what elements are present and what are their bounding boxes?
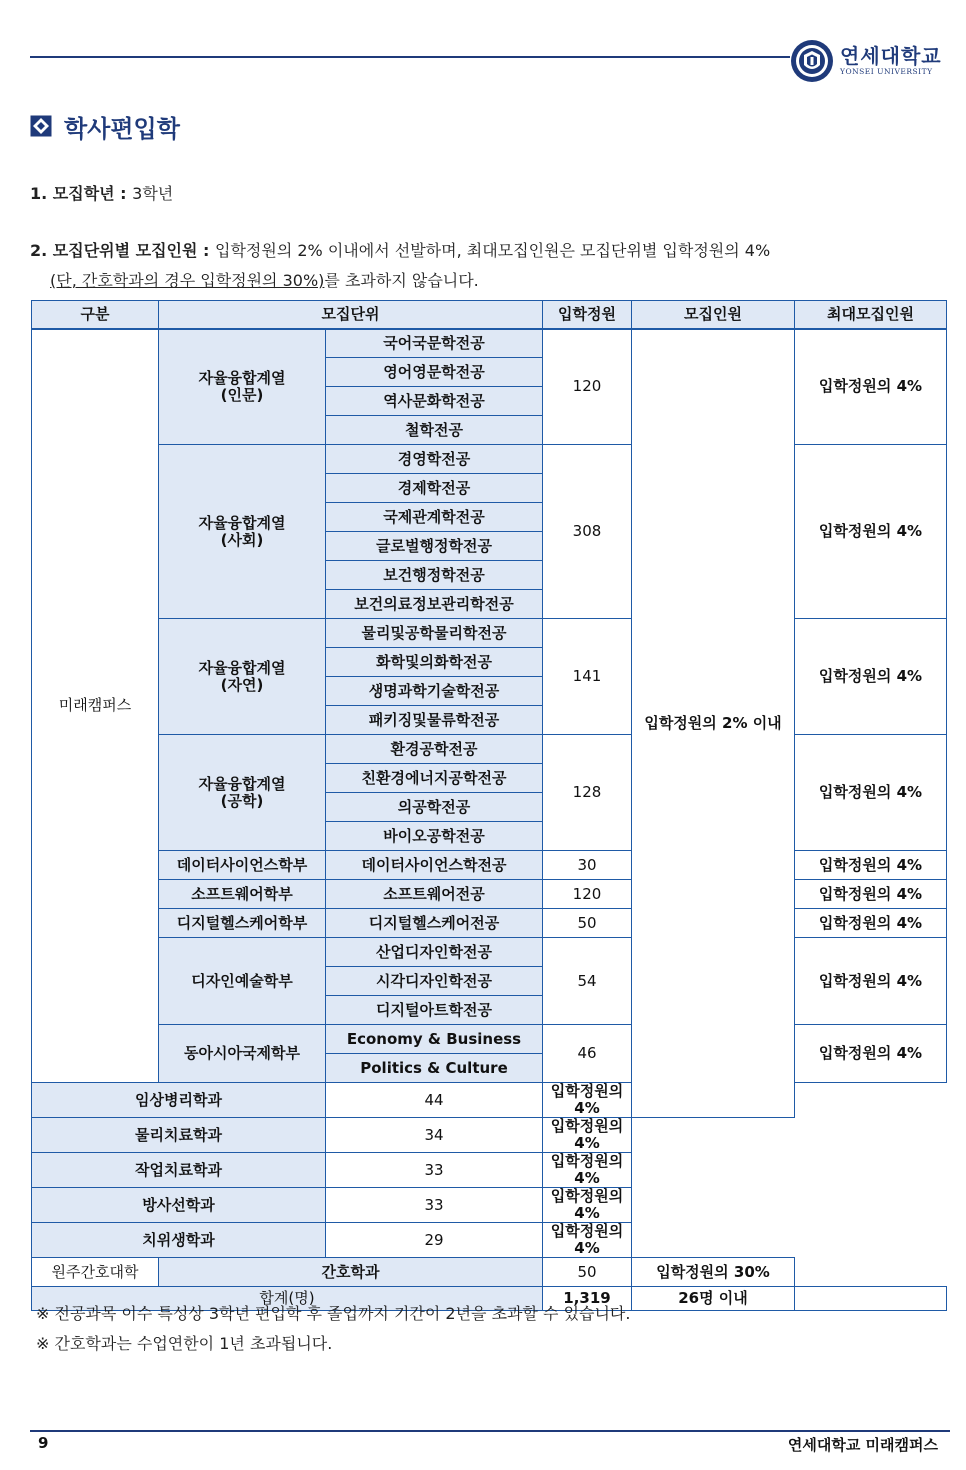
item2-label: 2. 모집단위별 모집인원 [30, 241, 198, 260]
major-cell: 환경공학전공 [326, 735, 543, 764]
major-cell: 경영학전공 [326, 445, 543, 474]
table-row [32, 1258, 947, 1287]
table-row [32, 880, 947, 909]
major-cell: 국제관계학전공 [326, 503, 543, 532]
section-title-text: 학사편입학 [64, 114, 180, 143]
section-title [30, 110, 180, 142]
footer-rule [30, 1430, 950, 1432]
max-cell: 입학정원의 4% [795, 1025, 947, 1083]
major-cell: 철학전공 [326, 416, 543, 445]
group-human [159, 329, 326, 445]
major-cell: 바이오공학전공 [326, 822, 543, 851]
group-eng [159, 735, 326, 851]
group-eng-name: 자율융합계열 [198, 774, 286, 793]
major-cell: 국어국문학전공 [326, 329, 543, 358]
major-cell: 경제학전공 [326, 474, 543, 503]
quota-cell: 120 [543, 329, 632, 445]
major-cell: 의공학전공 [326, 793, 543, 822]
max-cell: 입학정원의 4% [795, 909, 947, 938]
dept-cell: 간호학과 [159, 1258, 543, 1287]
university-logo [790, 38, 950, 84]
quota-cell: 34 [326, 1118, 543, 1153]
max-cell: 입학정원의 4% [543, 1083, 632, 1118]
quota-cell: 46 [543, 1025, 632, 1083]
major-cell: 역사문화학전공 [326, 387, 543, 416]
table-row [32, 1083, 947, 1118]
table-row [32, 329, 947, 358]
quota-cell: 29 [326, 1223, 543, 1258]
group-human-name: 자율융합계열 [198, 368, 286, 387]
quota-cell: 33 [326, 1153, 543, 1188]
major-cell: 산업디자인학전공 [326, 938, 543, 967]
group-social-sub: (사회) [220, 530, 264, 549]
dept-cell: 치위생학과 [32, 1223, 326, 1258]
campus-main-cell: 미래캠퍼스 [32, 329, 159, 1083]
header-category: 구분 [32, 301, 159, 329]
recruit-all-cell: 입학정원의 2% 이내 [632, 329, 795, 1118]
item2-value: 입학정원의 2% 이내에서 선발하며, 최대모집인원은 모집단위별 입학정원의 4% [215, 241, 771, 260]
quota-cell: 30 [543, 851, 632, 880]
major-cell: 데이터사이언스학전공 [326, 851, 543, 880]
max-cell: 입학정원의 4% [795, 619, 947, 735]
quota-cell: 50 [543, 1258, 632, 1287]
max-cell: 입학정원의 4% [543, 1153, 632, 1188]
footer-campus: 연세대학교 미래캠퍼스 [787, 1436, 938, 1454]
max-cell: 입학정원의 4% [795, 938, 947, 1025]
group-social [159, 445, 326, 619]
dept-cell: 방사선학과 [32, 1188, 326, 1223]
quota-cell: 44 [326, 1083, 543, 1118]
item1-sep: : [114, 184, 133, 203]
max-cell: 입학정원의 4% [795, 851, 947, 880]
group-natural [159, 619, 326, 735]
logo-korean-name: 연세대학교 [840, 44, 942, 68]
major-cell: 소프트웨어전공 [326, 880, 543, 909]
table-row [32, 1188, 947, 1223]
header-unit: 모집단위 [159, 301, 543, 329]
group-human-sub: (인문) [220, 385, 264, 404]
group-social-name: 자율융합계열 [198, 513, 286, 532]
major-cell: 보건의료정보관리학전공 [326, 590, 543, 619]
item-recruit-count [30, 238, 770, 261]
dept-cell: 소프트웨어학부 [159, 880, 326, 909]
item2-sep: : [197, 241, 216, 260]
max-cell: 입학정원의 4% [543, 1223, 632, 1258]
max-cell: 입학정원의 30% [632, 1258, 795, 1287]
max-cell: 입학정원의 4% [543, 1188, 632, 1223]
page-number: 9 [38, 1434, 49, 1452]
dept-cell: 데이터사이언스학부 [159, 851, 326, 880]
table-row [32, 1153, 947, 1188]
item1-label: 1. 모집학년 [30, 184, 115, 203]
yonsei-seal-icon [790, 39, 834, 83]
major-cell: 시각디자인학전공 [326, 967, 543, 996]
max-cell: 입학정원의 4% [795, 445, 947, 619]
major-cell: 화학및의화학전공 [326, 648, 543, 677]
quota-cell: 50 [543, 909, 632, 938]
table-row [32, 1025, 947, 1054]
max-cell: 입학정원의 4% [543, 1118, 632, 1153]
item2-line2-rest: 를 초과하지 않습니다. [324, 271, 479, 290]
quota-cell: 33 [326, 1188, 543, 1223]
max-cell: 입학정원의 4% [795, 880, 947, 909]
table-row [32, 619, 947, 648]
item-recruit-year [30, 181, 173, 204]
table-row [32, 851, 947, 880]
major-cell: Economy & Business [326, 1025, 543, 1054]
diamond-bullet-icon [30, 115, 52, 137]
dept-cell: 물리치료학과 [32, 1118, 326, 1153]
quota-cell: 120 [543, 880, 632, 909]
max-cell: 입학정원의 4% [795, 329, 947, 445]
major-cell: Politics & Culture [326, 1054, 543, 1083]
header-recruit: 모집인원 [632, 301, 795, 329]
major-cell: 보건행정학전공 [326, 561, 543, 590]
major-cell: 디지털헬스케어전공 [326, 909, 543, 938]
dept-cell: 디지털헬스케어학부 [159, 909, 326, 938]
dept-cell: 작업치료학과 [32, 1153, 326, 1188]
item1-value: 3학년 [132, 184, 174, 203]
total-quota: 1,319 [543, 1287, 632, 1311]
item2-line2 [50, 268, 479, 291]
header-quota: 입학정원 [543, 301, 632, 329]
item2-underlined-note: (단, 간호학과의 경우 입학정원의 30%) [50, 271, 325, 290]
total-recruit: 26명 이내 [632, 1287, 795, 1311]
group-eng-sub: (공학) [220, 791, 264, 810]
table-row [32, 1223, 947, 1258]
major-cell: 생명과학기술학전공 [326, 677, 543, 706]
total-label: 합계(명) [32, 1287, 543, 1311]
group-natural-sub: (자연) [220, 675, 264, 694]
max-cell: 입학정원의 4% [795, 735, 947, 851]
major-cell: 글로벌행정학전공 [326, 532, 543, 561]
major-cell: 디지털아트학전공 [326, 996, 543, 1025]
table-row [32, 735, 947, 764]
table-row [32, 938, 947, 967]
group-design: 디자인예술학부 [159, 938, 326, 1025]
table-header-row [32, 301, 947, 329]
major-cell: 친환경에너지공학전공 [326, 764, 543, 793]
major-cell: 패키징및물류학전공 [326, 706, 543, 735]
header-max: 최대모집인원 [795, 301, 947, 329]
table-row [32, 1118, 947, 1153]
group-natural-name: 자율융합계열 [198, 658, 286, 677]
header-rule [30, 56, 790, 58]
note-period: ※ 전공과목 이수 특성상 3학년 편입학 후 졸업까지 기간이 2년을 초과할 수 있습니다. [36, 1304, 631, 1323]
quota-cell: 141 [543, 619, 632, 735]
quota-cell: 54 [543, 938, 632, 1025]
total-max-empty [795, 1287, 947, 1311]
logo-english-name: YONSEI UNIVERSITY [840, 67, 933, 76]
major-cell: 영어영문학전공 [326, 358, 543, 387]
note-nursing: ※ 간호학과는 수업연한이 1년 초과됩니다. [36, 1334, 333, 1353]
dept-cell: 임상병리학과 [32, 1083, 326, 1118]
table-row [32, 445, 947, 474]
table-row [32, 909, 947, 938]
recruit-table [31, 300, 947, 1311]
major-cell: 물리및공학물리학전공 [326, 619, 543, 648]
quota-cell: 128 [543, 735, 632, 851]
group-eastasia: 동아시아국제학부 [159, 1025, 326, 1083]
quota-cell: 308 [543, 445, 632, 619]
campus-nursing-cell: 원주간호대학 [32, 1258, 159, 1287]
